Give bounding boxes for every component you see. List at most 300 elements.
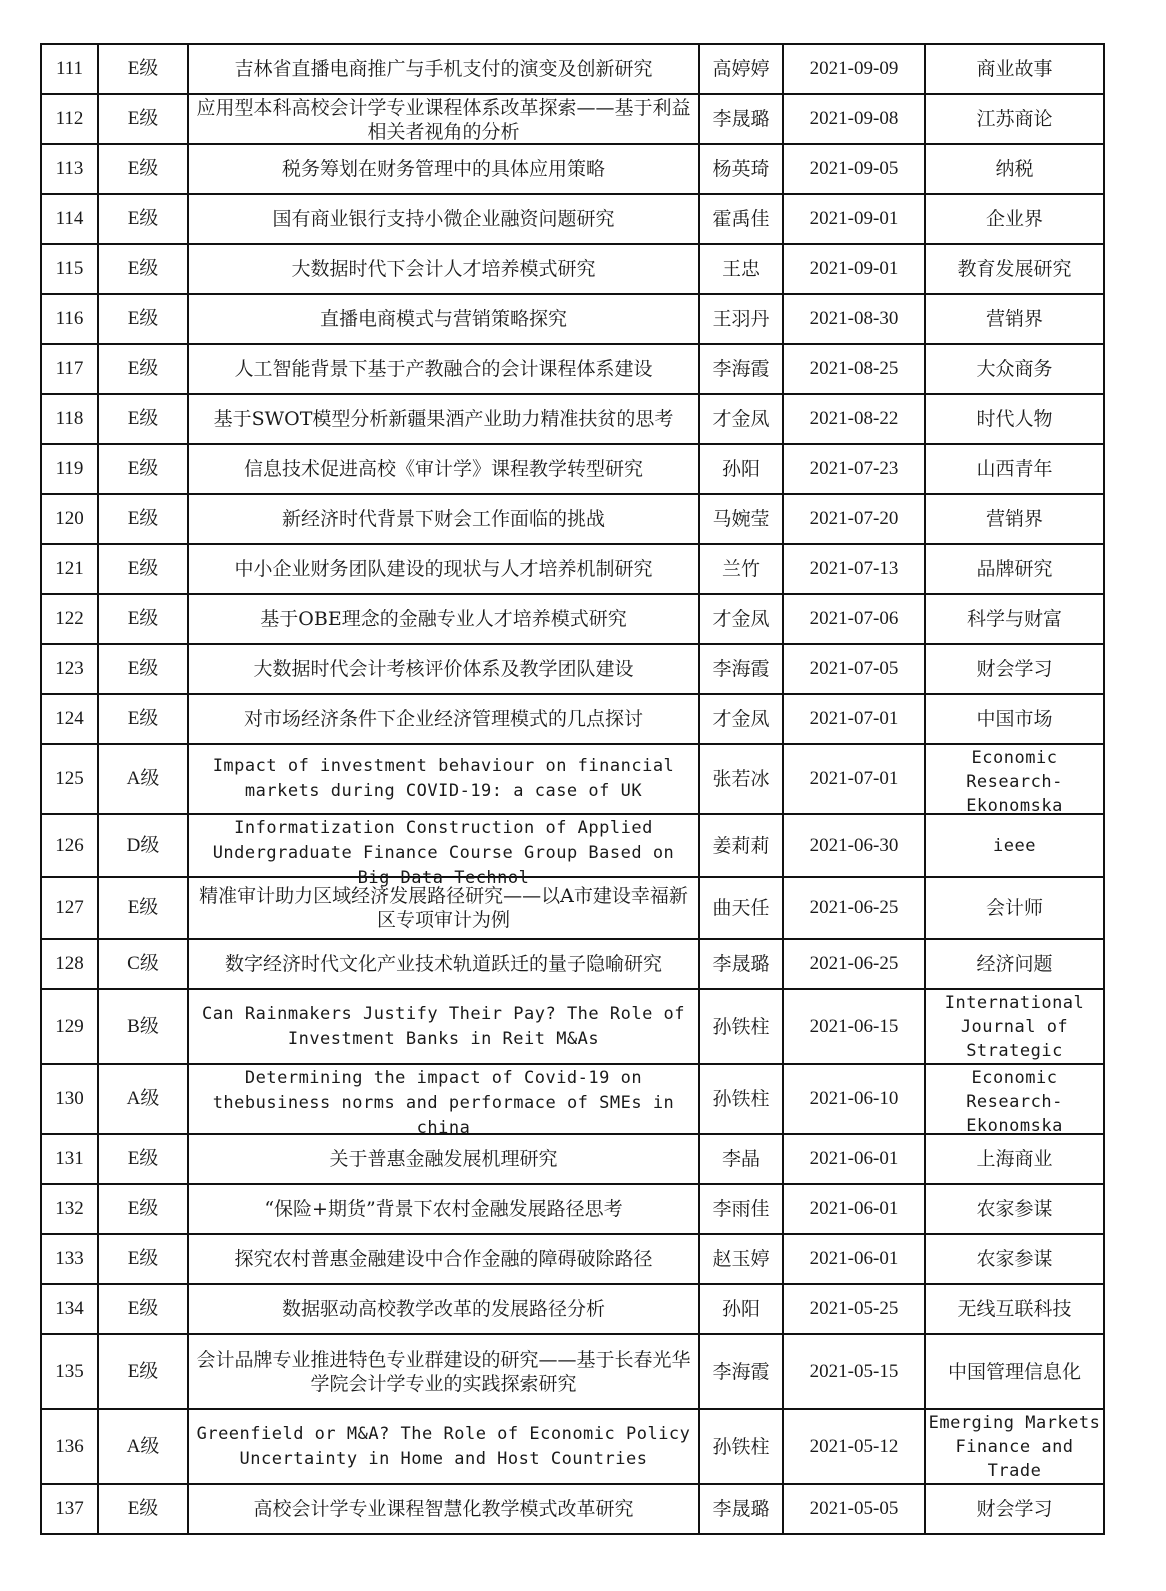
journal-cell-text: 中国市场 xyxy=(976,708,1053,730)
journal-cell xyxy=(925,644,1104,694)
author-cell-text: 张若冰 xyxy=(712,768,770,790)
level-cell xyxy=(98,1234,188,1284)
journal-cell-text: 山西青年 xyxy=(976,458,1053,480)
publish-date-cell xyxy=(783,244,925,294)
author-cell xyxy=(699,1184,783,1234)
author-cell-text: 才金凤 xyxy=(712,608,770,630)
author-cell-text: 孙铁柱 xyxy=(712,1088,770,1110)
level-cell-text: E级 xyxy=(127,1248,159,1269)
author-cell-text: 孙铁柱 xyxy=(712,1015,770,1038)
journal-cell-text: 教育发展研究 xyxy=(957,258,1072,280)
level-cell xyxy=(98,394,188,444)
publish-date-cell xyxy=(783,814,925,877)
table-row xyxy=(41,394,1104,444)
publish-date-cell xyxy=(783,1484,925,1534)
journal-cell-text: Economic Research-Ekonomska xyxy=(966,1068,1063,1136)
row-number-cell xyxy=(41,294,98,344)
paper-title-cell-text: 中小企业财务团队建设的现状与人才培养机制研究 xyxy=(234,558,653,580)
publish-date-cell-text: 2021-07-06 xyxy=(809,608,899,629)
paper-title-cell xyxy=(188,144,699,194)
journal-cell-text: 农家参谋 xyxy=(976,1248,1053,1270)
level-cell-text: E级 xyxy=(127,308,159,329)
row-number-cell xyxy=(41,494,98,544)
journal-cell xyxy=(925,294,1104,344)
author-cell xyxy=(699,594,783,644)
level-cell-text: E级 xyxy=(127,208,159,229)
row-number-cell xyxy=(41,594,98,644)
row-number-cell-text: 127 xyxy=(55,897,84,918)
journal-cell xyxy=(925,344,1104,394)
level-cell xyxy=(98,1134,188,1184)
journal-cell-text: 科学与财富 xyxy=(966,608,1062,630)
level-cell xyxy=(98,194,188,244)
journal-cell-text: ieee xyxy=(993,835,1036,856)
row-number-cell-text: 120 xyxy=(55,508,84,529)
row-number-cell-text: 116 xyxy=(55,308,84,329)
row-number-cell-text: 112 xyxy=(55,108,84,129)
level-cell-text: E级 xyxy=(127,1298,159,1319)
publish-date-cell-text: 2021-08-22 xyxy=(809,408,899,429)
row-number-cell xyxy=(41,94,98,144)
paper-title-cell-text: 精准审计助力区域经济发展路径研究——以A市建设幸福新区专项审计为例 xyxy=(199,885,688,931)
journal-cell xyxy=(925,544,1104,594)
level-cell xyxy=(98,294,188,344)
author-cell-text: 才金凤 xyxy=(712,408,770,430)
row-number-cell xyxy=(41,814,98,877)
table-row xyxy=(41,194,1104,244)
author-cell xyxy=(699,1234,783,1284)
row-number-cell-text: 122 xyxy=(55,608,84,629)
author-cell-text: 曲天任 xyxy=(712,897,770,919)
paper-title-cell-text: Informatization Construction of Applied Undergraduate Finance Course Group Based on Big Data Technol xyxy=(212,818,675,888)
row-number-cell xyxy=(41,1234,98,1284)
paper-title-cell-text: 数据驱动高校教学改革的发展路径分析 xyxy=(281,1298,605,1320)
paper-title-cell-text: Greenfield or M&A? The Role of Economic Policy Uncertainty in Home and Host Countries xyxy=(196,1423,691,1469)
publish-date-cell-text: 2021-08-25 xyxy=(809,358,899,379)
author-cell-text: 李晟璐 xyxy=(712,953,770,975)
author-cell xyxy=(699,44,783,94)
table-row xyxy=(41,44,1104,94)
author-cell xyxy=(699,344,783,394)
paper-title-cell-text: 基于SWOT模型分析新疆果酒产业助力精准扶贫的思考 xyxy=(213,408,674,430)
paper-title-cell xyxy=(188,814,699,888)
table-row xyxy=(41,494,1104,544)
author-cell xyxy=(699,294,783,344)
paper-title-cell xyxy=(188,1184,699,1234)
publish-date-cell xyxy=(783,494,925,544)
paper-title-cell-text: 大数据时代会计考核评价体系及教学团队建设 xyxy=(253,658,634,680)
row-number-cell xyxy=(41,1409,98,1484)
paper-title-cell xyxy=(188,194,699,244)
row-number-cell xyxy=(41,1334,98,1409)
level-cell xyxy=(98,1484,188,1534)
journal-cell-text: 财会学习 xyxy=(976,1498,1053,1520)
journal-cell xyxy=(925,494,1104,544)
row-number-cell-text: 129 xyxy=(55,1015,84,1037)
paper-title-cell-text: Impact of investment behaviour on financial markets during COVID-19: a case of UK xyxy=(212,756,675,801)
author-cell-text: 杨英琦 xyxy=(712,158,770,180)
publish-date-cell-text: 2021-07-01 xyxy=(809,768,899,789)
row-number-cell xyxy=(41,1484,98,1534)
row-number-cell xyxy=(41,144,98,194)
level-cell-text: B级 xyxy=(127,1015,159,1037)
paper-title-cell xyxy=(188,694,699,744)
journal-cell-text: 商业故事 xyxy=(976,58,1053,80)
row-number-cell-text: 123 xyxy=(55,658,84,679)
paper-title-cell-text: 会计品牌专业推进特色专业群建设的研究——基于长春光华学院会计学专业的实践探索研究 xyxy=(196,1348,691,1395)
publish-date-cell-text: 2021-09-01 xyxy=(809,208,899,229)
author-cell xyxy=(699,494,783,544)
row-number-cell xyxy=(41,1134,98,1184)
journal-cell xyxy=(925,1334,1104,1409)
journal-cell-text: 品牌研究 xyxy=(976,558,1053,580)
row-number-cell-text: 117 xyxy=(55,358,84,379)
journal-cell-text: 纳税 xyxy=(995,158,1034,180)
publish-date-cell xyxy=(783,544,925,594)
publish-date-cell xyxy=(783,1409,925,1484)
row-number-cell-text: 115 xyxy=(55,258,84,279)
paper-title-cell xyxy=(188,1284,699,1334)
level-cell xyxy=(98,494,188,544)
paper-title-cell xyxy=(188,1134,699,1184)
journal-cell-text: 经济问题 xyxy=(976,953,1053,975)
paper-title-cell xyxy=(188,644,699,694)
paper-title-cell-text: 对市场经济条件下企业经济管理模式的几点探讨 xyxy=(243,708,643,730)
table-row xyxy=(41,444,1104,494)
journal-cell xyxy=(925,1134,1104,1184)
level-cell xyxy=(98,989,188,1064)
publish-date-cell xyxy=(783,1334,925,1409)
publish-date-cell xyxy=(783,144,925,194)
author-cell-text: 李晟璐 xyxy=(712,1498,770,1520)
publish-date-cell xyxy=(783,1184,925,1234)
paper-title-cell-text: 直播电商模式与营销策略探究 xyxy=(319,308,567,330)
level-cell xyxy=(98,44,188,94)
level-cell xyxy=(98,814,188,877)
paper-title-cell-text: Can Rainmakers Justify Their Pay? The Role of Investment Banks in Reit M&As xyxy=(201,1003,686,1049)
author-cell-text: 孙铁柱 xyxy=(712,1435,770,1458)
journal-cell-text: 营销界 xyxy=(985,308,1043,330)
publication-table-body xyxy=(41,44,1104,1534)
row-number-cell xyxy=(41,694,98,744)
row-number-cell-text: 121 xyxy=(55,558,84,579)
author-cell-text: 孙阳 xyxy=(721,1298,760,1320)
level-cell xyxy=(98,94,188,144)
paper-title-cell-text: 数字经济时代文化产业技术轨道跃迁的量子隐喻研究 xyxy=(224,953,662,975)
journal-cell xyxy=(925,1064,1104,1134)
row-number-cell-text: 111 xyxy=(55,58,84,79)
table-row xyxy=(41,244,1104,294)
author-cell xyxy=(699,1484,783,1534)
journal-cell xyxy=(925,877,1104,939)
author-cell-text: 李海霞 xyxy=(712,358,770,380)
author-cell-text: 马婉莹 xyxy=(712,508,770,530)
journal-cell-text: 会计师 xyxy=(985,897,1043,919)
level-cell-text: E级 xyxy=(127,358,159,379)
paper-title-cell xyxy=(188,344,699,394)
publish-date-cell-text: 2021-07-01 xyxy=(809,708,899,729)
publish-date-cell xyxy=(783,594,925,644)
publish-date-cell xyxy=(783,644,925,694)
publish-date-cell-text: 2021-06-01 xyxy=(809,1198,899,1219)
table-row xyxy=(41,1064,1104,1134)
author-cell-text: 李晟璐 xyxy=(712,108,770,130)
table-row xyxy=(41,644,1104,694)
paper-title-cell xyxy=(188,294,699,344)
paper-title-cell xyxy=(188,877,699,939)
table-row xyxy=(41,877,1104,939)
table-row xyxy=(41,1184,1104,1234)
journal-cell xyxy=(925,444,1104,494)
row-number-cell-text: 118 xyxy=(55,408,84,429)
level-cell xyxy=(98,939,188,989)
journal-cell xyxy=(925,1484,1104,1534)
publish-date-cell xyxy=(783,444,925,494)
author-cell xyxy=(699,877,783,939)
paper-title-cell xyxy=(188,989,699,1064)
row-number-cell xyxy=(41,194,98,244)
table-row xyxy=(41,544,1104,594)
publish-date-cell-text: 2021-09-01 xyxy=(809,258,899,279)
journal-cell-text: 企业界 xyxy=(985,208,1043,230)
author-cell xyxy=(699,1409,783,1484)
row-number-cell-text: 132 xyxy=(55,1198,84,1219)
publish-date-cell-text: 2021-07-13 xyxy=(809,558,899,579)
publish-date-cell xyxy=(783,394,925,444)
level-cell xyxy=(98,544,188,594)
publish-date-cell xyxy=(783,94,925,144)
author-cell xyxy=(699,1064,783,1134)
paper-title-cell xyxy=(188,1334,699,1409)
publish-date-cell-text: 2021-05-12 xyxy=(809,1435,899,1457)
level-cell xyxy=(98,1064,188,1134)
publication-table xyxy=(40,43,1105,1535)
publish-date-cell-text: 2021-05-25 xyxy=(809,1298,899,1319)
level-cell-text: A级 xyxy=(126,768,160,789)
paper-title-cell-text: 信息技术促进高校《审计学》课程教学转型研究 xyxy=(243,458,643,480)
table-row xyxy=(41,594,1104,644)
table-row xyxy=(41,939,1104,989)
journal-cell-text: 上海商业 xyxy=(976,1148,1053,1170)
journal-cell xyxy=(925,1184,1104,1234)
publish-date-cell xyxy=(783,744,925,814)
author-cell-text: 才金凤 xyxy=(712,708,770,730)
level-cell xyxy=(98,1184,188,1234)
level-cell-text: E级 xyxy=(127,708,159,729)
row-number-cell xyxy=(41,394,98,444)
row-number-cell-text: 135 xyxy=(55,1360,84,1382)
row-number-cell-text: 113 xyxy=(55,158,84,179)
level-cell-text: E级 xyxy=(127,108,159,129)
publish-date-cell xyxy=(783,989,925,1064)
journal-cell xyxy=(925,814,1104,877)
level-cell-text: E级 xyxy=(127,1360,159,1382)
publish-date-cell-text: 2021-05-05 xyxy=(809,1498,899,1519)
author-cell xyxy=(699,144,783,194)
journal-cell xyxy=(925,939,1104,989)
journal-cell xyxy=(925,744,1104,814)
paper-title-cell xyxy=(188,1484,699,1534)
publish-date-cell-text: 2021-09-09 xyxy=(809,58,899,79)
journal-cell xyxy=(925,144,1104,194)
table-row xyxy=(41,744,1104,814)
row-number-cell xyxy=(41,44,98,94)
publish-date-cell-text: 2021-08-30 xyxy=(809,308,899,329)
author-cell-text: 王羽丹 xyxy=(712,308,770,330)
publish-date-cell xyxy=(783,877,925,939)
row-number-cell xyxy=(41,939,98,989)
paper-title-cell xyxy=(188,1064,699,1138)
row-number-cell-text: 125 xyxy=(55,768,84,789)
author-cell-text: 李晶 xyxy=(721,1148,760,1170)
table-row xyxy=(41,1134,1104,1184)
table-row xyxy=(41,1334,1104,1409)
publish-date-cell xyxy=(783,1064,925,1134)
document-page xyxy=(40,43,1105,1535)
level-cell-text: E级 xyxy=(127,658,159,679)
journal-cell xyxy=(925,194,1104,244)
author-cell xyxy=(699,694,783,744)
row-number-cell xyxy=(41,877,98,939)
level-cell-text: C级 xyxy=(127,953,159,974)
row-number-cell-text: 130 xyxy=(55,1088,84,1109)
level-cell xyxy=(98,594,188,644)
row-number-cell xyxy=(41,1184,98,1234)
paper-title-cell xyxy=(188,494,699,544)
journal-cell-text: 大众商务 xyxy=(976,358,1053,380)
journal-cell-text: Emerging Markets Finance and Trade xyxy=(928,1413,1101,1481)
row-number-cell-text: 136 xyxy=(55,1435,84,1457)
publish-date-cell xyxy=(783,939,925,989)
publish-date-cell-text: 2021-06-01 xyxy=(809,1248,899,1269)
paper-title-cell xyxy=(188,44,699,94)
paper-title-cell xyxy=(188,394,699,444)
level-cell-text: E级 xyxy=(127,1148,159,1169)
author-cell xyxy=(699,544,783,594)
paper-title-cell-text: 高校会计学专业课程智慧化教学模式改革研究 xyxy=(253,1498,634,1520)
paper-title-cell xyxy=(188,1234,699,1284)
publish-date-cell-text: 2021-07-23 xyxy=(809,458,899,479)
paper-title-cell-text: 税务筹划在财务管理中的具体应用策略 xyxy=(281,158,605,180)
level-cell-text: E级 xyxy=(127,1198,159,1219)
publish-date-cell xyxy=(783,344,925,394)
journal-cell-text: 无线互联科技 xyxy=(957,1298,1072,1320)
level-cell xyxy=(98,244,188,294)
row-number-cell-text: 137 xyxy=(55,1498,84,1519)
author-cell-text: 李海霞 xyxy=(712,658,770,680)
author-cell-text: 李海霞 xyxy=(712,1360,770,1383)
publish-date-cell-text: 2021-09-08 xyxy=(809,108,899,129)
table-row xyxy=(41,1409,1104,1484)
paper-title-cell xyxy=(188,744,699,814)
publish-date-cell xyxy=(783,294,925,344)
publish-date-cell-text: 2021-06-30 xyxy=(809,834,899,856)
row-number-cell xyxy=(41,244,98,294)
author-cell-text: 兰竹 xyxy=(721,558,760,580)
publish-date-cell-text: 2021-06-25 xyxy=(809,953,899,974)
author-cell-text: 王忠 xyxy=(721,258,760,280)
row-number-cell-text: 133 xyxy=(55,1248,84,1269)
level-cell-text: A级 xyxy=(126,1435,160,1457)
paper-title-cell xyxy=(188,444,699,494)
paper-title-cell xyxy=(188,544,699,594)
level-cell-text: A级 xyxy=(126,1088,160,1109)
journal-cell xyxy=(925,394,1104,444)
row-number-cell xyxy=(41,444,98,494)
row-number-cell xyxy=(41,344,98,394)
level-cell xyxy=(98,1409,188,1484)
row-number-cell xyxy=(41,644,98,694)
author-cell xyxy=(699,1134,783,1184)
table-row xyxy=(41,814,1104,877)
publish-date-cell-text: 2021-07-20 xyxy=(809,508,899,529)
paper-title-cell-text: 基于OBE理念的金融专业人才培养模式研究 xyxy=(260,608,627,630)
level-cell-text: E级 xyxy=(127,258,159,279)
paper-title-cell-text: 应用型本科高校会计学专业课程体系改革探索——基于利益相关者视角的分析 xyxy=(196,97,691,143)
publish-date-cell xyxy=(783,1234,925,1284)
author-cell-text: 姜莉莉 xyxy=(712,834,770,857)
row-number-cell xyxy=(41,1284,98,1334)
level-cell xyxy=(98,644,188,694)
table-row xyxy=(41,144,1104,194)
level-cell-text: E级 xyxy=(127,458,159,479)
table-row xyxy=(41,1284,1104,1334)
author-cell xyxy=(699,644,783,694)
publish-date-cell-text: 2021-05-15 xyxy=(809,1360,899,1382)
journal-cell xyxy=(925,1234,1104,1284)
author-cell-text: 李雨佳 xyxy=(712,1198,770,1220)
level-cell xyxy=(98,344,188,394)
paper-title-cell-text: 人工智能背景下基于产教融合的会计课程体系建设 xyxy=(234,358,653,380)
author-cell xyxy=(699,744,783,814)
journal-cell xyxy=(925,989,1104,1064)
journal-cell xyxy=(925,44,1104,94)
row-number-cell xyxy=(41,1064,98,1134)
paper-title-cell-text: 吉林省直播电商推广与手机支付的演变及创新研究 xyxy=(234,58,653,80)
publish-date-cell xyxy=(783,1284,925,1334)
table-row xyxy=(41,94,1104,144)
paper-title-cell xyxy=(188,244,699,294)
publish-date-cell-text: 2021-06-25 xyxy=(809,897,899,918)
author-cell xyxy=(699,939,783,989)
row-number-cell-text: 134 xyxy=(55,1298,84,1319)
journal-cell xyxy=(925,594,1104,644)
paper-title-cell-text: 新经济时代背景下财会工作面临的挑战 xyxy=(281,508,605,530)
level-cell xyxy=(98,144,188,194)
paper-title-cell-text: 探究农村普惠金融建设中合作金融的障碍破除路径 xyxy=(234,1248,653,1270)
level-cell xyxy=(98,444,188,494)
author-cell-text: 霍禹佳 xyxy=(712,208,770,230)
journal-cell-text: 农家参谋 xyxy=(976,1198,1053,1220)
paper-title-cell xyxy=(188,94,699,144)
publish-date-cell-text: 2021-07-05 xyxy=(809,658,899,679)
publish-date-cell-text: 2021-06-15 xyxy=(809,1015,899,1037)
journal-cell-text: 财会学习 xyxy=(976,658,1053,680)
author-cell xyxy=(699,814,783,877)
paper-title-cell xyxy=(188,939,699,989)
row-number-cell-text: 131 xyxy=(55,1148,84,1169)
level-cell-text: E级 xyxy=(127,608,159,629)
author-cell xyxy=(699,394,783,444)
level-cell-text: E级 xyxy=(127,558,159,579)
author-cell xyxy=(699,1284,783,1334)
level-cell xyxy=(98,877,188,939)
level-cell-text: E级 xyxy=(127,897,159,918)
journal-cell-text: 时代人物 xyxy=(976,408,1053,430)
row-number-cell-text: 124 xyxy=(55,708,84,729)
paper-title-cell-text: Determining the impact of Covid-19 on thebusiness norms and performace of SMEs in china xyxy=(212,1068,675,1138)
journal-cell xyxy=(925,1284,1104,1334)
